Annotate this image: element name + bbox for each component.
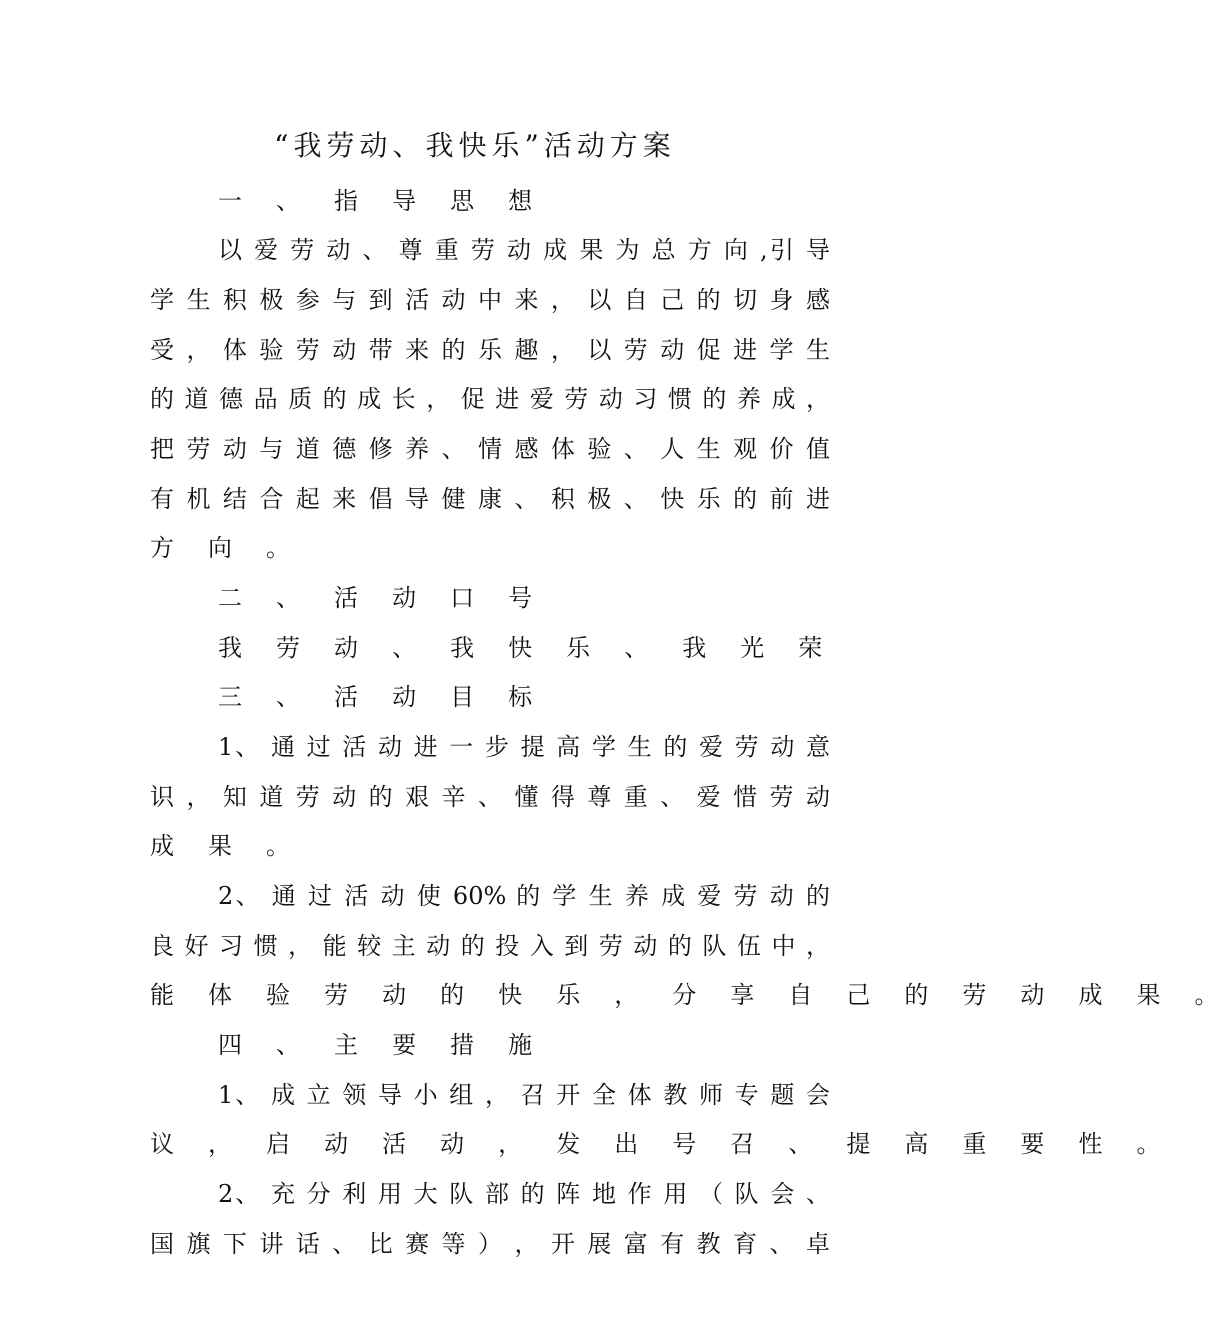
paragraph-line: 国 旗 下 讲 话 、 比 赛 等 ） ， 开 展 富 有 教 育 、 卓 (150, 1230, 830, 1258)
paragraph-line: 成 果 。 (150, 832, 304, 860)
section-heading-3: 三 、 活 动 目 标 (218, 683, 546, 711)
slogan-line: 我 劳 动 、 我 快 乐 、 我 光 荣 (218, 634, 836, 662)
section-heading-2: 二 、 活 动 口 号 (218, 584, 546, 612)
section-heading-4: 四 、 主 要 措 施 (218, 1031, 546, 1059)
paragraph-line: 2、 充 分 利 用 大 队 部 的 阵 地 作 用 （ 队 会 、 (218, 1180, 830, 1208)
section-heading-1: 一 、 指 导 思 想 (218, 187, 546, 215)
paragraph-line: 以 爱 劳 动 、 尊 重 劳 动 成 果 为 总 方 向 ,引 导 (218, 236, 830, 264)
paragraph-line: 1、 成 立 领 导 小 组 ， 召 开 全 体 教 师 专 题 会 (218, 1081, 830, 1109)
paragraph-line: 2、 通 过 活 动 使 60% 的 学 生 养 成 爱 劳 动 的 (218, 882, 830, 910)
paragraph-line: 能 体 验 劳 动 的 快 乐 ， 分 享 自 己 的 劳 动 成 果 。 (150, 981, 1232, 1009)
paragraph-line: 受 ， 体 验 劳 动 带 来 的 乐 趣 ， 以 劳 动 促 进 学 生 (150, 336, 830, 364)
paragraph-line: 良 好 习 惯 ， 能 较 主 动 的 投 入 到 劳 动 的 队 伍 中 ， (150, 932, 830, 960)
document-title: “我劳动、我快乐”活动方案 (274, 129, 676, 162)
paragraph-line: 议 ， 启 动 活 动 ， 发 出 号 召 、 提 高 重 要 性 。 (150, 1130, 1174, 1158)
paragraph-line: 学 生 积 极 参 与 到 活 动 中 来 ， 以 自 己 的 切 身 感 (150, 286, 830, 314)
paragraph-line: 的 道 德 品 质 的 成 长 ， 促 进 爱 劳 动 习 惯 的 养 成 ， (150, 385, 830, 413)
paragraph-line: 把 劳 动 与 道 德 修 养 、 情 感 体 验 、 人 生 观 价 值 (150, 435, 830, 463)
paragraph-line: 1、 通 过 活 动 进 一 步 提 高 学 生 的 爱 劳 动 意 (218, 733, 830, 761)
paragraph-line: 有 机 结 合 起 来 倡 导 健 康 、 积 极 、 快 乐 的 前 进 (150, 485, 830, 513)
paragraph-line: 识 ， 知 道 劳 动 的 艰 辛 、 懂 得 尊 重 、 爱 惜 劳 动 (150, 783, 830, 811)
paragraph-line: 方 向 。 (150, 534, 304, 562)
